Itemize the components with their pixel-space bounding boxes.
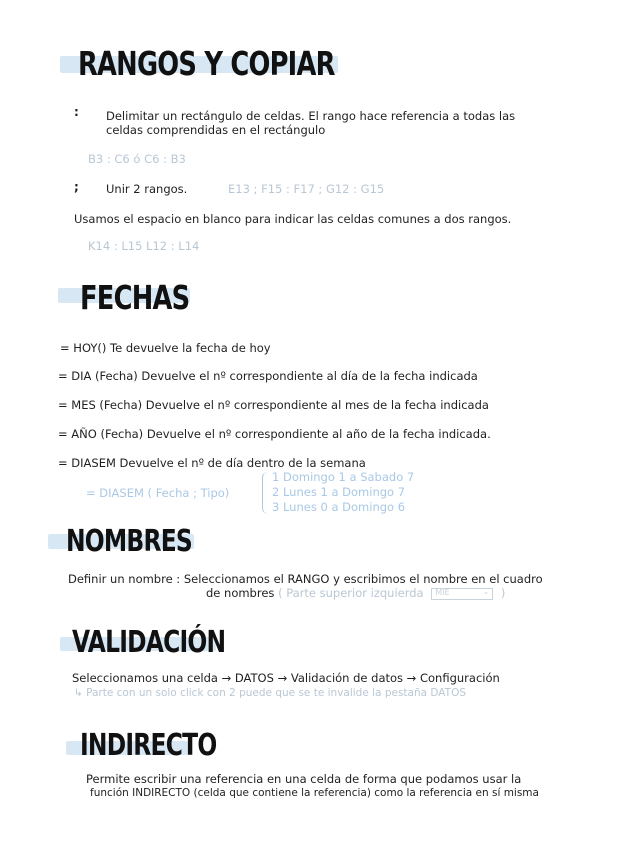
chevron-down-icon: ⌄ [482,586,490,596]
rangos-item-2-example: E13 ; F15 : F17 ; G12 : G15 [228,182,385,196]
diasem-option-1: 1 Domingo 1 a Sabado 7 [272,470,415,484]
rangos-space-note: Usamos el espacio en blanco para indicar las celdas comunes a dos rangos. [74,212,512,226]
rangos-item-1-line2: celdas comprendidas en el rectángulo [106,123,326,137]
diasem-option-2: 2 Lunes 1 a Domingo 7 [272,485,406,499]
fechas-item-dia: = DIA (Fecha) Devuelve el nº correspondiente al día de la fecha indicada [58,369,478,383]
section-title-rangos: RANGOS Y COPIAR [78,44,335,83]
nombres-line1: Definir un nombre : Seleccionamos el RANGO y escribimos el nombre en el cuadro [68,572,543,586]
rangos-item-1-example: B3 : C6 ó C6 : B3 [88,152,186,166]
diasem-option-3: 3 Lunes 0 a Domingo 6 [272,500,406,514]
fechas-item-diasem: = DIASEM Devuelve el nº de día dentro de la semana [58,456,366,470]
nombres-line2-text: de nombres [206,586,275,600]
rangos-space-example: K14 : L15 L12 : L14 [88,239,200,253]
bullet-semicolon: ; [74,180,79,194]
rangos-item-2-text: Unir 2 rangos. [106,182,188,196]
section-title-nombres: NOMBRES [66,524,192,559]
indirecto-line2: función INDIRECTO (celda que contiene la referencia) como la referencia en sí misma [90,787,539,799]
section-title-indirecto: INDIRECTO [80,728,217,763]
name-box-value: MIE [435,587,450,597]
validacion-line1: Seleccionamos una celda → DATOS → Validación de datos → Configuración [72,671,500,685]
nombres-note-close: ) [500,586,506,600]
nombres-line2 [206,586,505,600]
validacion-note: ↳ Parte con un solo click con 2 puede que se te invalide la pestaña DATOS [74,687,467,699]
fechas-item-ano: = AÑO (Fecha) Devuelve el nº correspondiente al año de la fecha indicada. [58,427,491,441]
bullet-colon: : [74,105,79,119]
rangos-item-1-line1: Delimitar un rectángulo de celdas. El rango hace referencia a todas las [106,109,516,123]
name-box-dropdown [431,588,493,600]
fechas-item-mes: = MES (Fecha) Devuelve el nº correspondiente al mes de la fecha indicada [58,398,489,412]
indirecto-line1: Permite escribir una referencia en una celda de forma que podamos usar la [86,772,522,786]
section-title-validacion: VALIDACIÓN [72,625,226,660]
brace [262,472,268,514]
fechas-item-hoy: = HOY() Te devuelve la fecha de hoy [60,341,271,355]
section-title-fechas: FECHAS [80,278,190,317]
nombres-note-open: ( Parte superior izquierda [278,586,424,600]
diasem-formula: = DIASEM ( Fecha ; Tipo) [86,486,230,500]
